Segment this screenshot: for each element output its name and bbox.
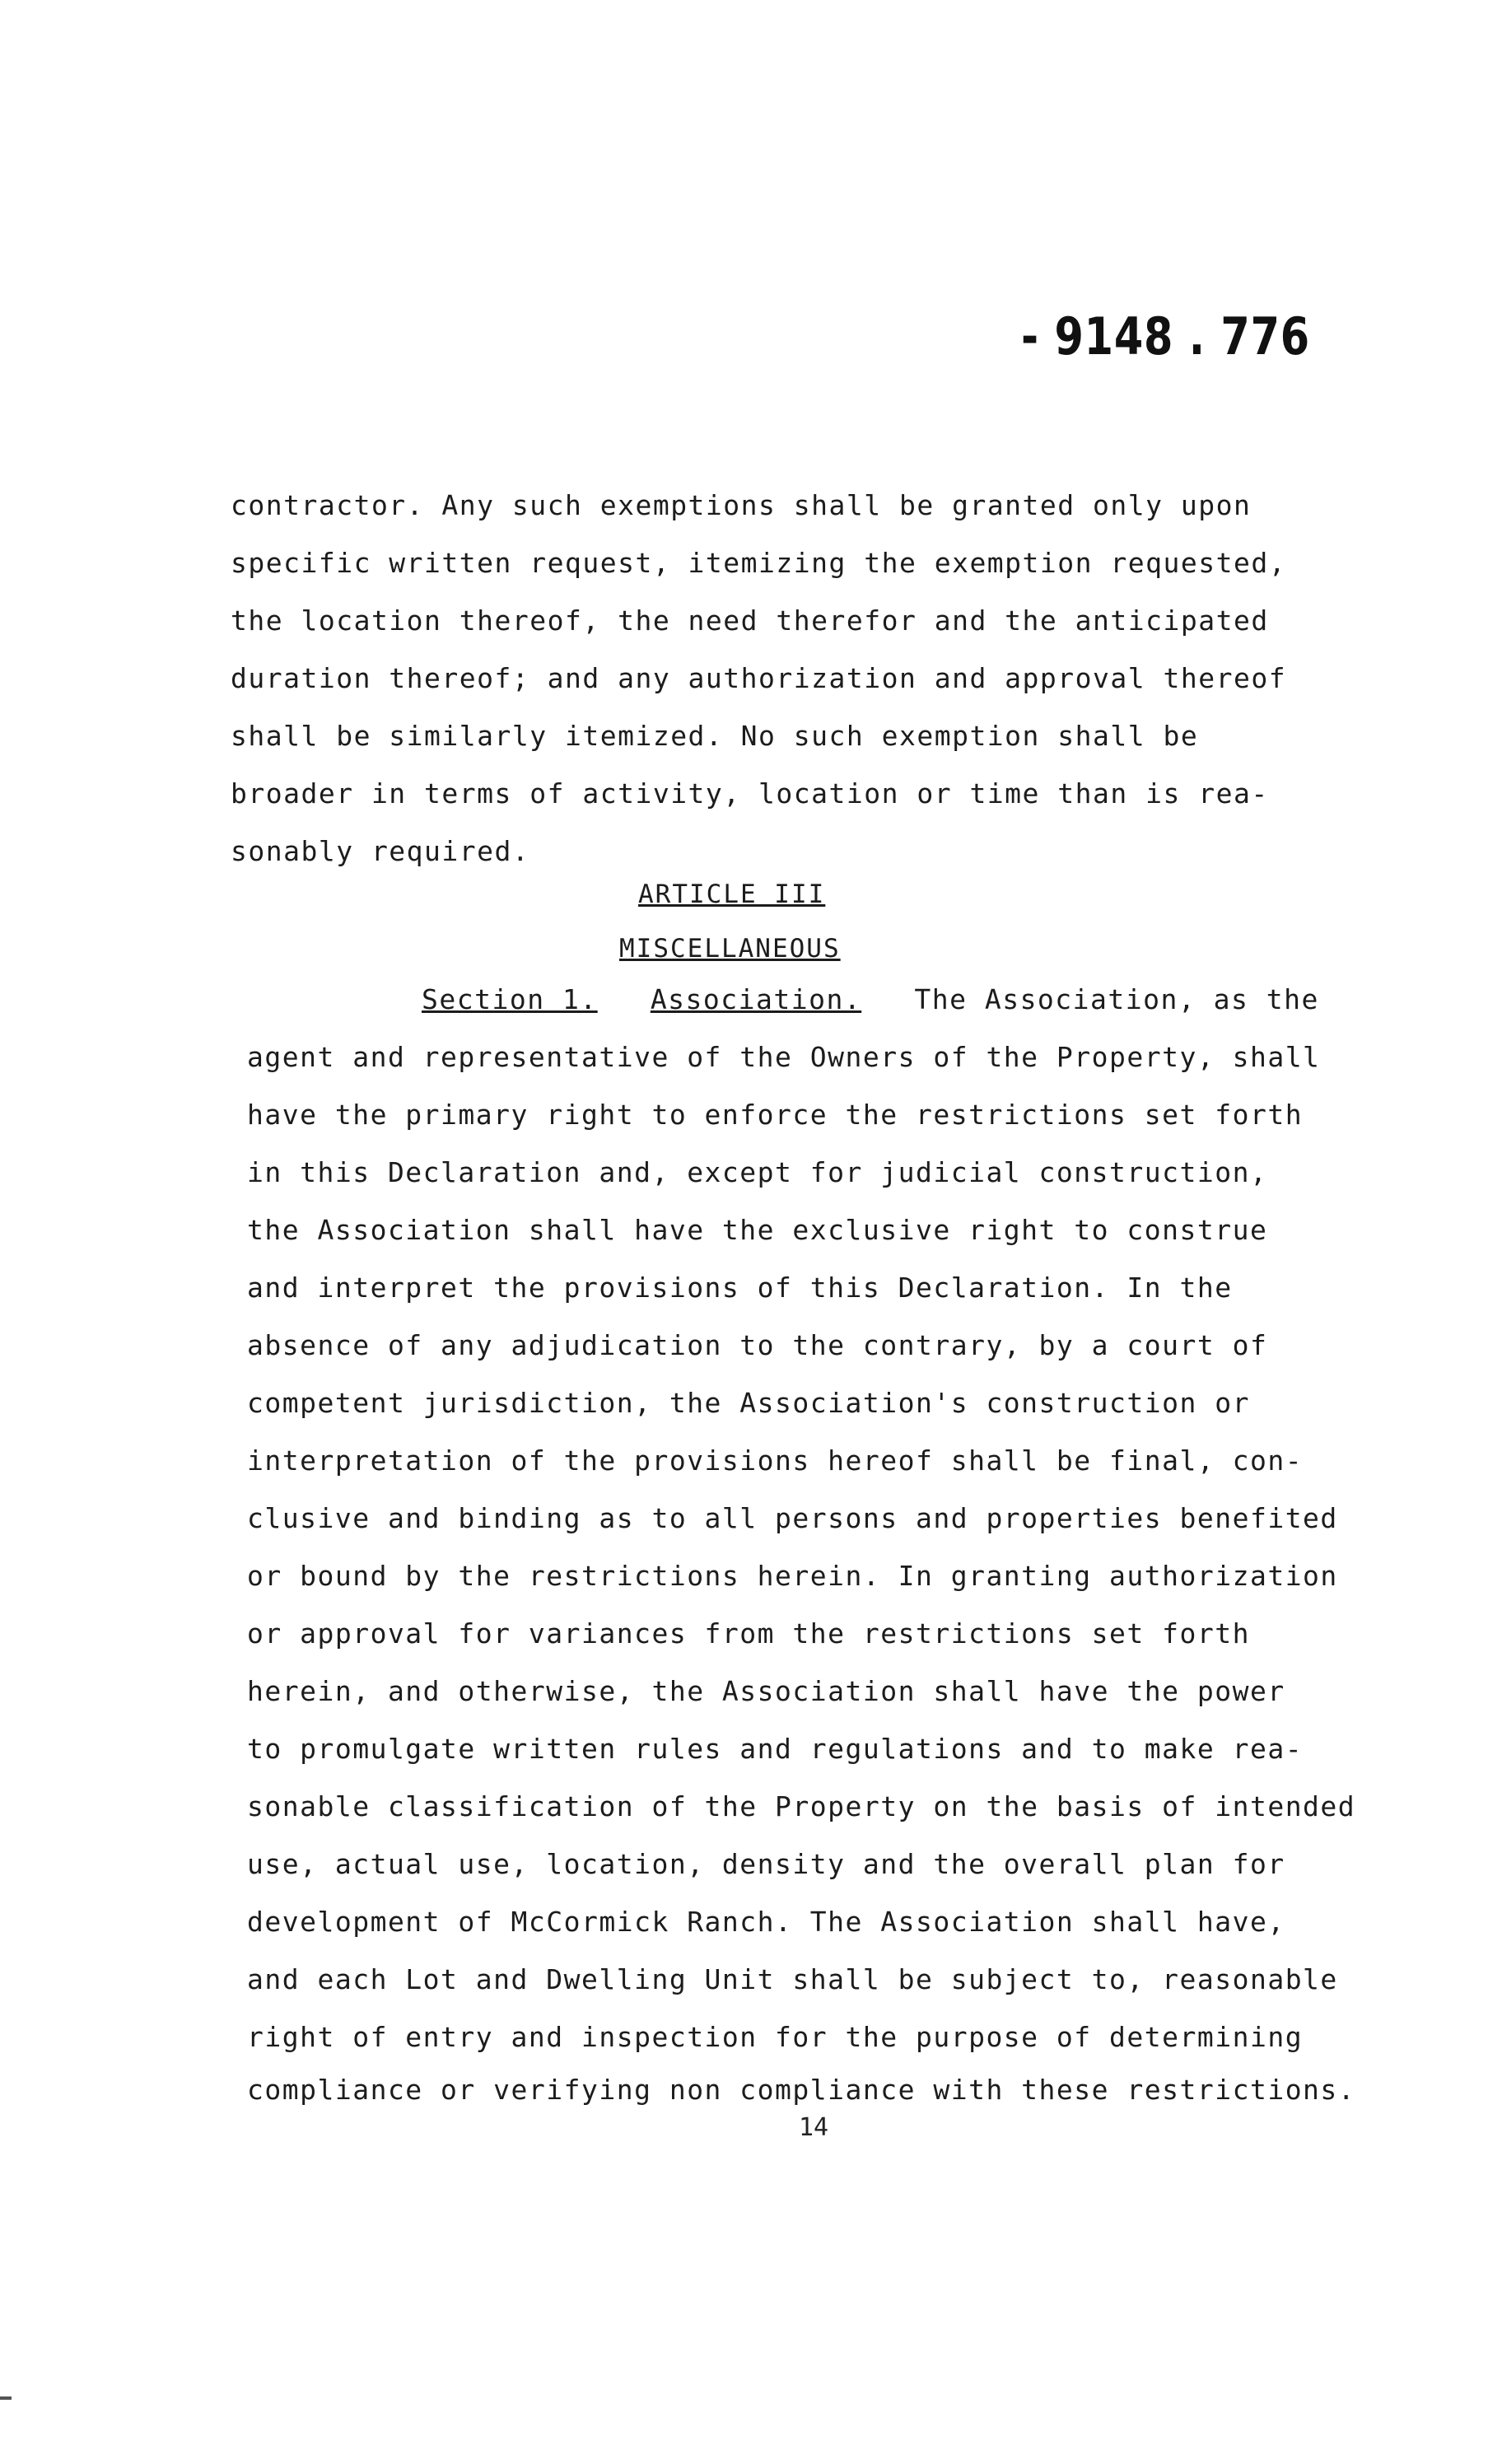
paragraph-line: interpretation of the provisions hereof shall be final, con- — [247, 1444, 1304, 1477]
paragraph-line: in this Declaration and, except for judicial construction, — [247, 1156, 1268, 1188]
paragraph-line: broader in terms of activity, location or time than is rea- — [231, 777, 1269, 810]
paragraph-line: or approval for variances from the restrictions set forth — [247, 1617, 1250, 1650]
paragraph-line: contractor. Any such exemptions shall be granted only upon — [231, 489, 1252, 521]
paragraph-line: sonable classification of the Property on the basis of intended — [247, 1790, 1356, 1822]
paragraph-line: right of entry and inspection for the purpose of determining — [247, 2021, 1304, 2053]
paragraph-line: shall be similarly itemized. No such exemption shall be — [231, 720, 1199, 752]
paragraph-line: to promulgate written rules and regulations and to make rea- — [247, 1733, 1304, 1765]
paragraph-line: and each Lot and Dwelling Unit shall be subject to, reasonable — [247, 1963, 1338, 1995]
paragraph-line: agent and representative of the Owners of the Property, shall — [247, 1041, 1321, 1073]
paragraph-line: competent jurisdiction, the Association's construction or — [247, 1387, 1250, 1419]
paragraph-line: the Association shall have the exclusive right to construe — [247, 1214, 1268, 1246]
recording-number: - 9148 . 776 — [1021, 306, 1310, 366]
paragraph-line: compliance or verifying non compliance with these restrictions. — [247, 2074, 1356, 2106]
scan-edge-mark — [0, 2396, 12, 2400]
paragraph-line: or bound by the restrictions herein. In granting authorization — [247, 1560, 1338, 1592]
paragraph-line: use, actual use, location, density and the overall plan for — [247, 1848, 1285, 1880]
section-label: Section 1. — [422, 983, 598, 1015]
paragraph-line: sonably required. — [231, 835, 530, 867]
paragraph-line: have the primary right to enforce the restrictions set forth — [247, 1099, 1304, 1131]
section-first-line: The Association, as the — [914, 983, 1319, 1015]
paragraph-line: specific written request, itemizing the exemption requested, — [231, 547, 1287, 579]
section-heading-line — [422, 983, 1319, 1015]
article-heading: ARTICLE III — [638, 880, 826, 909]
paragraph-line: and interpret the provisions of this Declaration. In the — [247, 1272, 1233, 1304]
page-number: 14 — [799, 2113, 829, 2142]
article-title: MISCELLANEOUS — [619, 934, 841, 964]
paragraph-line: duration thereof; and any authorization and approval thereof — [231, 662, 1287, 694]
paragraph-line: the location thereof, the need therefor and the anticipated — [231, 604, 1269, 637]
paragraph-line: herein, and otherwise, the Association shall have the power — [247, 1675, 1285, 1707]
paragraph-line: development of McCormick Ranch. The Association shall have, — [247, 1906, 1285, 1938]
section-heading: Association. — [650, 983, 862, 1015]
paragraph-line: clusive and binding as to all persons and properties benefited — [247, 1502, 1338, 1534]
paragraph-line: absence of any adjudication to the contrary, by a court of — [247, 1329, 1268, 1361]
